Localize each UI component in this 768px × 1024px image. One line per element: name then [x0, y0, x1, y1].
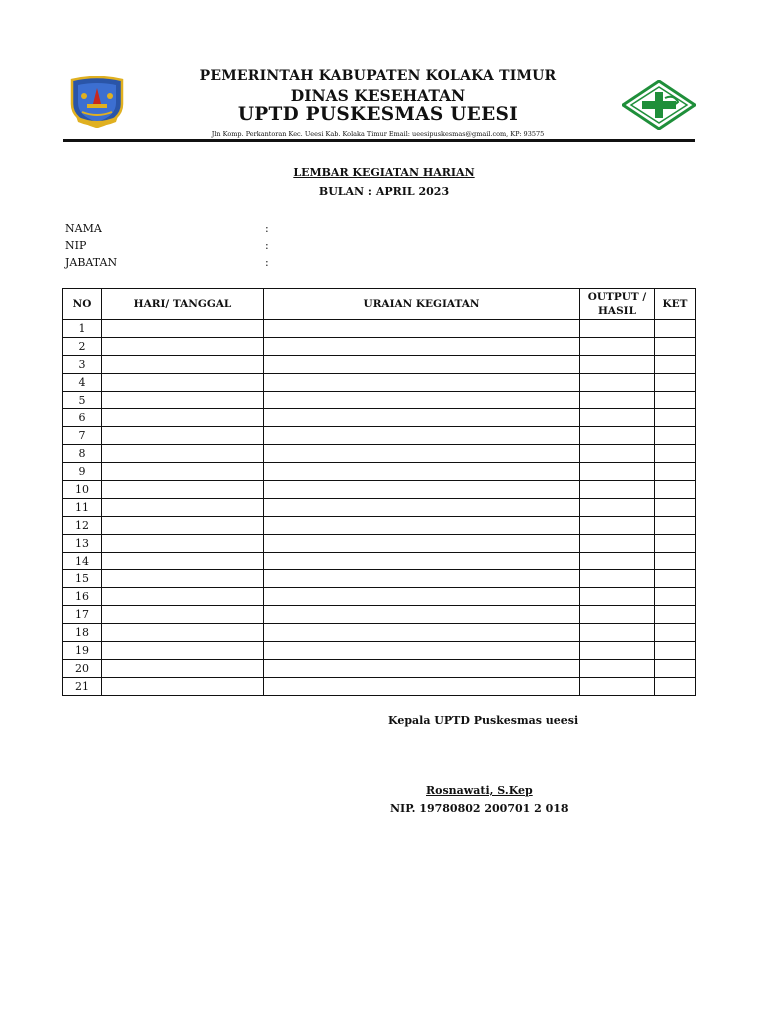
row-ket-cell[interactable]: [655, 552, 696, 570]
row-output-cell[interactable]: [580, 463, 655, 481]
signature-name: Rosnawati, S.Kep: [426, 784, 533, 797]
row-activity-cell[interactable]: [264, 481, 580, 499]
row-number: 6: [63, 409, 102, 427]
row-date-cell[interactable]: [102, 337, 264, 355]
row-date-cell[interactable]: [102, 391, 264, 409]
table-row: [63, 445, 696, 463]
row-date-cell[interactable]: [102, 516, 264, 534]
row-ket-cell[interactable]: [655, 606, 696, 624]
row-output-cell[interactable]: [580, 588, 655, 606]
row-number: 20: [63, 659, 102, 677]
row-output-cell[interactable]: [580, 677, 655, 695]
table-row: [63, 624, 696, 642]
table-row: [63, 606, 696, 624]
row-ket-cell[interactable]: [655, 659, 696, 677]
row-activity-cell[interactable]: [264, 409, 580, 427]
table-header-row: [63, 289, 696, 320]
row-number: 15: [63, 570, 102, 588]
signature-title: Kepala UPTD Puskesmas ueesi: [388, 714, 579, 727]
row-output-cell[interactable]: [580, 624, 655, 642]
table-body: [63, 320, 696, 696]
unit-name: UPTD PUSKESMAS UEESI: [237, 104, 519, 125]
row-number: 8: [63, 445, 102, 463]
field-label-nip: NIP: [65, 239, 87, 252]
row-date-cell[interactable]: [102, 677, 264, 695]
row-date-cell[interactable]: [102, 498, 264, 516]
row-activity-cell[interactable]: [264, 642, 580, 660]
row-date-cell[interactable]: [102, 534, 264, 552]
row-activity-cell[interactable]: [264, 659, 580, 677]
row-ket-cell[interactable]: [655, 445, 696, 463]
row-ket-cell[interactable]: [655, 624, 696, 642]
table-row: [63, 320, 696, 338]
col-header-ket: KET: [655, 289, 696, 320]
table-row: [63, 481, 696, 499]
col-header-output: OUTPUT / HASIL: [580, 289, 655, 320]
row-ket-cell[interactable]: [655, 409, 696, 427]
row-number: 18: [63, 624, 102, 642]
row-output-cell[interactable]: [580, 481, 655, 499]
activity-table: [62, 288, 696, 696]
header-divider: [63, 139, 695, 142]
row-activity-cell[interactable]: [264, 588, 580, 606]
row-number: 2: [63, 337, 102, 355]
table-row: [63, 516, 696, 534]
row-output-cell[interactable]: [580, 445, 655, 463]
row-activity-cell[interactable]: [264, 534, 580, 552]
row-number: 10: [63, 481, 102, 499]
col-header-activity: URAIAN KEGIATAN: [264, 289, 580, 320]
row-number: 19: [63, 642, 102, 660]
row-ket-cell[interactable]: [655, 337, 696, 355]
row-ket-cell[interactable]: [655, 498, 696, 516]
row-output-cell[interactable]: [580, 337, 655, 355]
row-number: 12: [63, 516, 102, 534]
table-row: [63, 427, 696, 445]
row-date-cell[interactable]: [102, 481, 264, 499]
row-date-cell[interactable]: [102, 642, 264, 660]
row-output-cell[interactable]: [580, 659, 655, 677]
row-activity-cell[interactable]: [264, 355, 580, 373]
row-date-cell[interactable]: [102, 445, 264, 463]
row-ket-cell[interactable]: [655, 373, 696, 391]
table-row: [63, 409, 696, 427]
row-ket-cell[interactable]: [655, 642, 696, 660]
row-activity-cell[interactable]: [264, 320, 580, 338]
table-row: [63, 552, 696, 570]
row-activity-cell[interactable]: [264, 463, 580, 481]
row-activity-cell[interactable]: [264, 552, 580, 570]
row-date-cell[interactable]: [102, 659, 264, 677]
row-output-cell[interactable]: [580, 606, 655, 624]
row-number: 9: [63, 463, 102, 481]
row-number: 3: [63, 355, 102, 373]
row-date-cell[interactable]: [102, 570, 264, 588]
row-ket-cell[interactable]: [655, 391, 696, 409]
regency-emblem-icon: [68, 76, 126, 128]
table-row: [63, 355, 696, 373]
table-row: [63, 337, 696, 355]
row-ket-cell[interactable]: [655, 427, 696, 445]
row-date-cell[interactable]: [102, 320, 264, 338]
document-month: BULAN : APRIL 2023: [318, 185, 450, 198]
row-activity-cell[interactable]: [264, 606, 580, 624]
row-date-cell[interactable]: [102, 624, 264, 642]
row-number: 21: [63, 677, 102, 695]
table-row: [63, 534, 696, 552]
row-activity-cell[interactable]: [264, 391, 580, 409]
row-date-cell[interactable]: [102, 355, 264, 373]
row-ket-cell[interactable]: [655, 355, 696, 373]
field-label-jabatan: JABATAN: [65, 256, 118, 269]
field-value-jabatan: :: [265, 256, 269, 269]
table-row: [63, 570, 696, 588]
row-output-cell[interactable]: [580, 534, 655, 552]
row-date-cell[interactable]: [102, 588, 264, 606]
row-ket-cell[interactable]: [655, 534, 696, 552]
row-output-cell[interactable]: [580, 373, 655, 391]
row-date-cell[interactable]: [102, 606, 264, 624]
row-number: 17: [63, 606, 102, 624]
row-activity-cell[interactable]: [264, 570, 580, 588]
row-output-cell[interactable]: [580, 570, 655, 588]
row-activity-cell[interactable]: [264, 427, 580, 445]
government-name: PEMERINTAH KABUPATEN KOLAKA TIMUR: [199, 68, 557, 84]
row-ket-cell[interactable]: [655, 677, 696, 695]
table-row: [63, 463, 696, 481]
field-value-nip: :: [265, 239, 269, 252]
row-activity-cell[interactable]: [264, 373, 580, 391]
row-number: 14: [63, 552, 102, 570]
table-row: [63, 677, 696, 695]
col-header-no: NO: [63, 289, 102, 320]
row-date-cell[interactable]: [102, 463, 264, 481]
row-output-cell[interactable]: [580, 355, 655, 373]
row-ket-cell[interactable]: [655, 588, 696, 606]
table-row: [63, 391, 696, 409]
puskesmas-cross-icon: [622, 80, 696, 130]
row-activity-cell[interactable]: [264, 624, 580, 642]
field-label-nama: NAMA: [65, 222, 102, 235]
row-ket-cell[interactable]: [655, 570, 696, 588]
table-row: [63, 588, 696, 606]
row-number: 7: [63, 427, 102, 445]
row-number: 11: [63, 498, 102, 516]
row-output-cell[interactable]: [580, 552, 655, 570]
row-activity-cell[interactable]: [264, 337, 580, 355]
row-number: 1: [63, 320, 102, 338]
row-activity-cell[interactable]: [264, 498, 580, 516]
document-title: LEMBAR KEGIATAN HARIAN: [293, 166, 475, 179]
row-output-cell[interactable]: [580, 427, 655, 445]
table-row: [63, 373, 696, 391]
row-number: 5: [63, 391, 102, 409]
row-ket-cell[interactable]: [655, 481, 696, 499]
row-number: 16: [63, 588, 102, 606]
row-output-cell[interactable]: [580, 409, 655, 427]
signature-nip: NIP. 19780802 200701 2 018: [390, 802, 569, 815]
row-ket-cell[interactable]: [655, 463, 696, 481]
row-activity-cell[interactable]: [264, 516, 580, 534]
row-output-cell[interactable]: [580, 391, 655, 409]
row-number: 13: [63, 534, 102, 552]
row-ket-cell[interactable]: [655, 320, 696, 338]
address-line: Jln Komp. Perkantoran Kec. Ueesi Kab. Kolaka Timur Email: ueesipuskesmas@gmail.com, KP: 93575: [211, 130, 545, 138]
table-row: [63, 498, 696, 516]
row-date-cell[interactable]: [102, 427, 264, 445]
department-name: DINAS KESEHATAN: [290, 86, 466, 105]
row-output-cell[interactable]: [580, 320, 655, 338]
row-output-cell[interactable]: [580, 642, 655, 660]
col-header-date: HARI/ TANGGAL: [102, 289, 264, 320]
table-row: [63, 642, 696, 660]
field-value-nama: :: [265, 222, 269, 235]
row-output-cell[interactable]: [580, 516, 655, 534]
row-activity-cell[interactable]: [264, 445, 580, 463]
table-row: [63, 659, 696, 677]
row-activity-cell[interactable]: [264, 677, 580, 695]
row-date-cell[interactable]: [102, 373, 264, 391]
row-output-cell[interactable]: [580, 498, 655, 516]
row-date-cell[interactable]: [102, 552, 264, 570]
row-ket-cell[interactable]: [655, 516, 696, 534]
row-date-cell[interactable]: [102, 409, 264, 427]
row-number: 4: [63, 373, 102, 391]
